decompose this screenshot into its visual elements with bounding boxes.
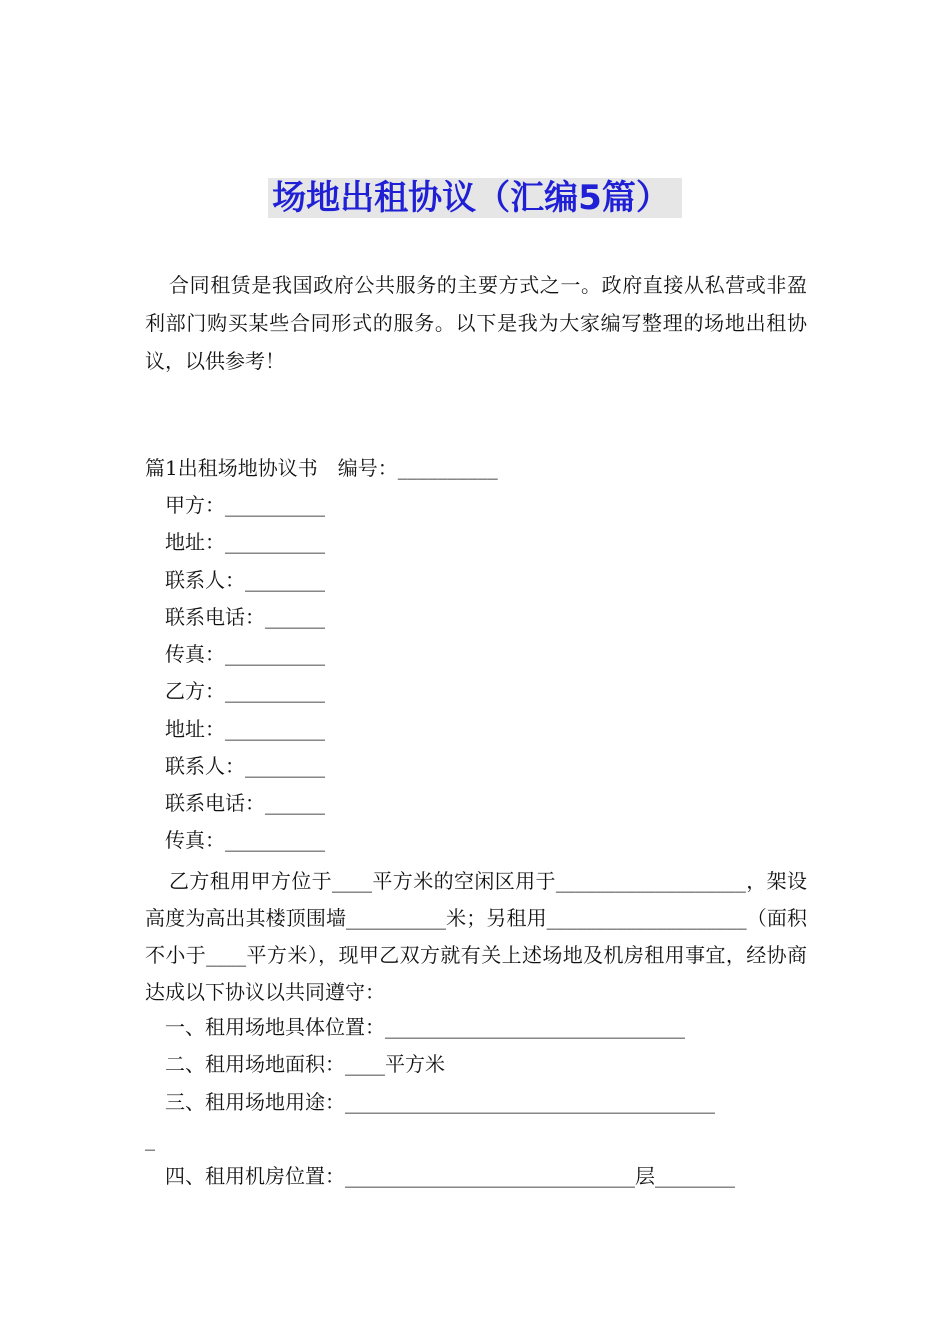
party-b-address: 地址：__________: [165, 717, 325, 741]
title-container: [0, 178, 950, 218]
party-a-address: 地址：__________: [165, 530, 325, 554]
party-a-name: 甲方：__________: [165, 493, 325, 517]
party-b-fax: 传真：__________: [165, 828, 325, 852]
party-b-name: 乙方：__________: [165, 679, 325, 703]
party-a-contact: 联系人：________: [165, 568, 325, 592]
party-b-contact: 联系人：________: [165, 754, 325, 778]
party-a-fax: 传真：__________: [165, 642, 325, 666]
clause-2-area: 二、租用场地面积：____平方米: [165, 1052, 445, 1076]
intro-paragraph: 合同租赁是我国政府公共服务的主要方式之一。政府直接从私营或非盈利部门购买某些合同形式的服务。以下是我为大家编写整理的场地出租协议，以供参考！: [145, 273, 807, 373]
agreement-paragraph: 乙方租用甲方位于____平方米的空闲区用于___________________，架设高度为高出其楼顶围墙__________米；另租用____________________（面积不小于____平方米），现甲乙双方就有关上述场地及机房租用事宜，经协商达成以下协议以共同遵守：: [145, 869, 807, 1004]
document-title: 场地出租协议（汇编5篇）: [268, 178, 682, 218]
clause-4-room-location: 四、租用机房位置：_____________________________层________: [165, 1164, 735, 1188]
clause-3-tail: _: [145, 1127, 155, 1151]
party-b-phone: 联系电话：______: [165, 791, 325, 815]
party-a-phone: 联系电话：______: [165, 605, 325, 629]
clause-1-location: 一、租用场地具体位置：______________________________: [165, 1015, 685, 1039]
section-heading: 篇1出租场地协议书 编号：__________: [145, 456, 498, 480]
clause-3-purpose: 三、租用场地用途：_____________________________________: [165, 1090, 715, 1114]
